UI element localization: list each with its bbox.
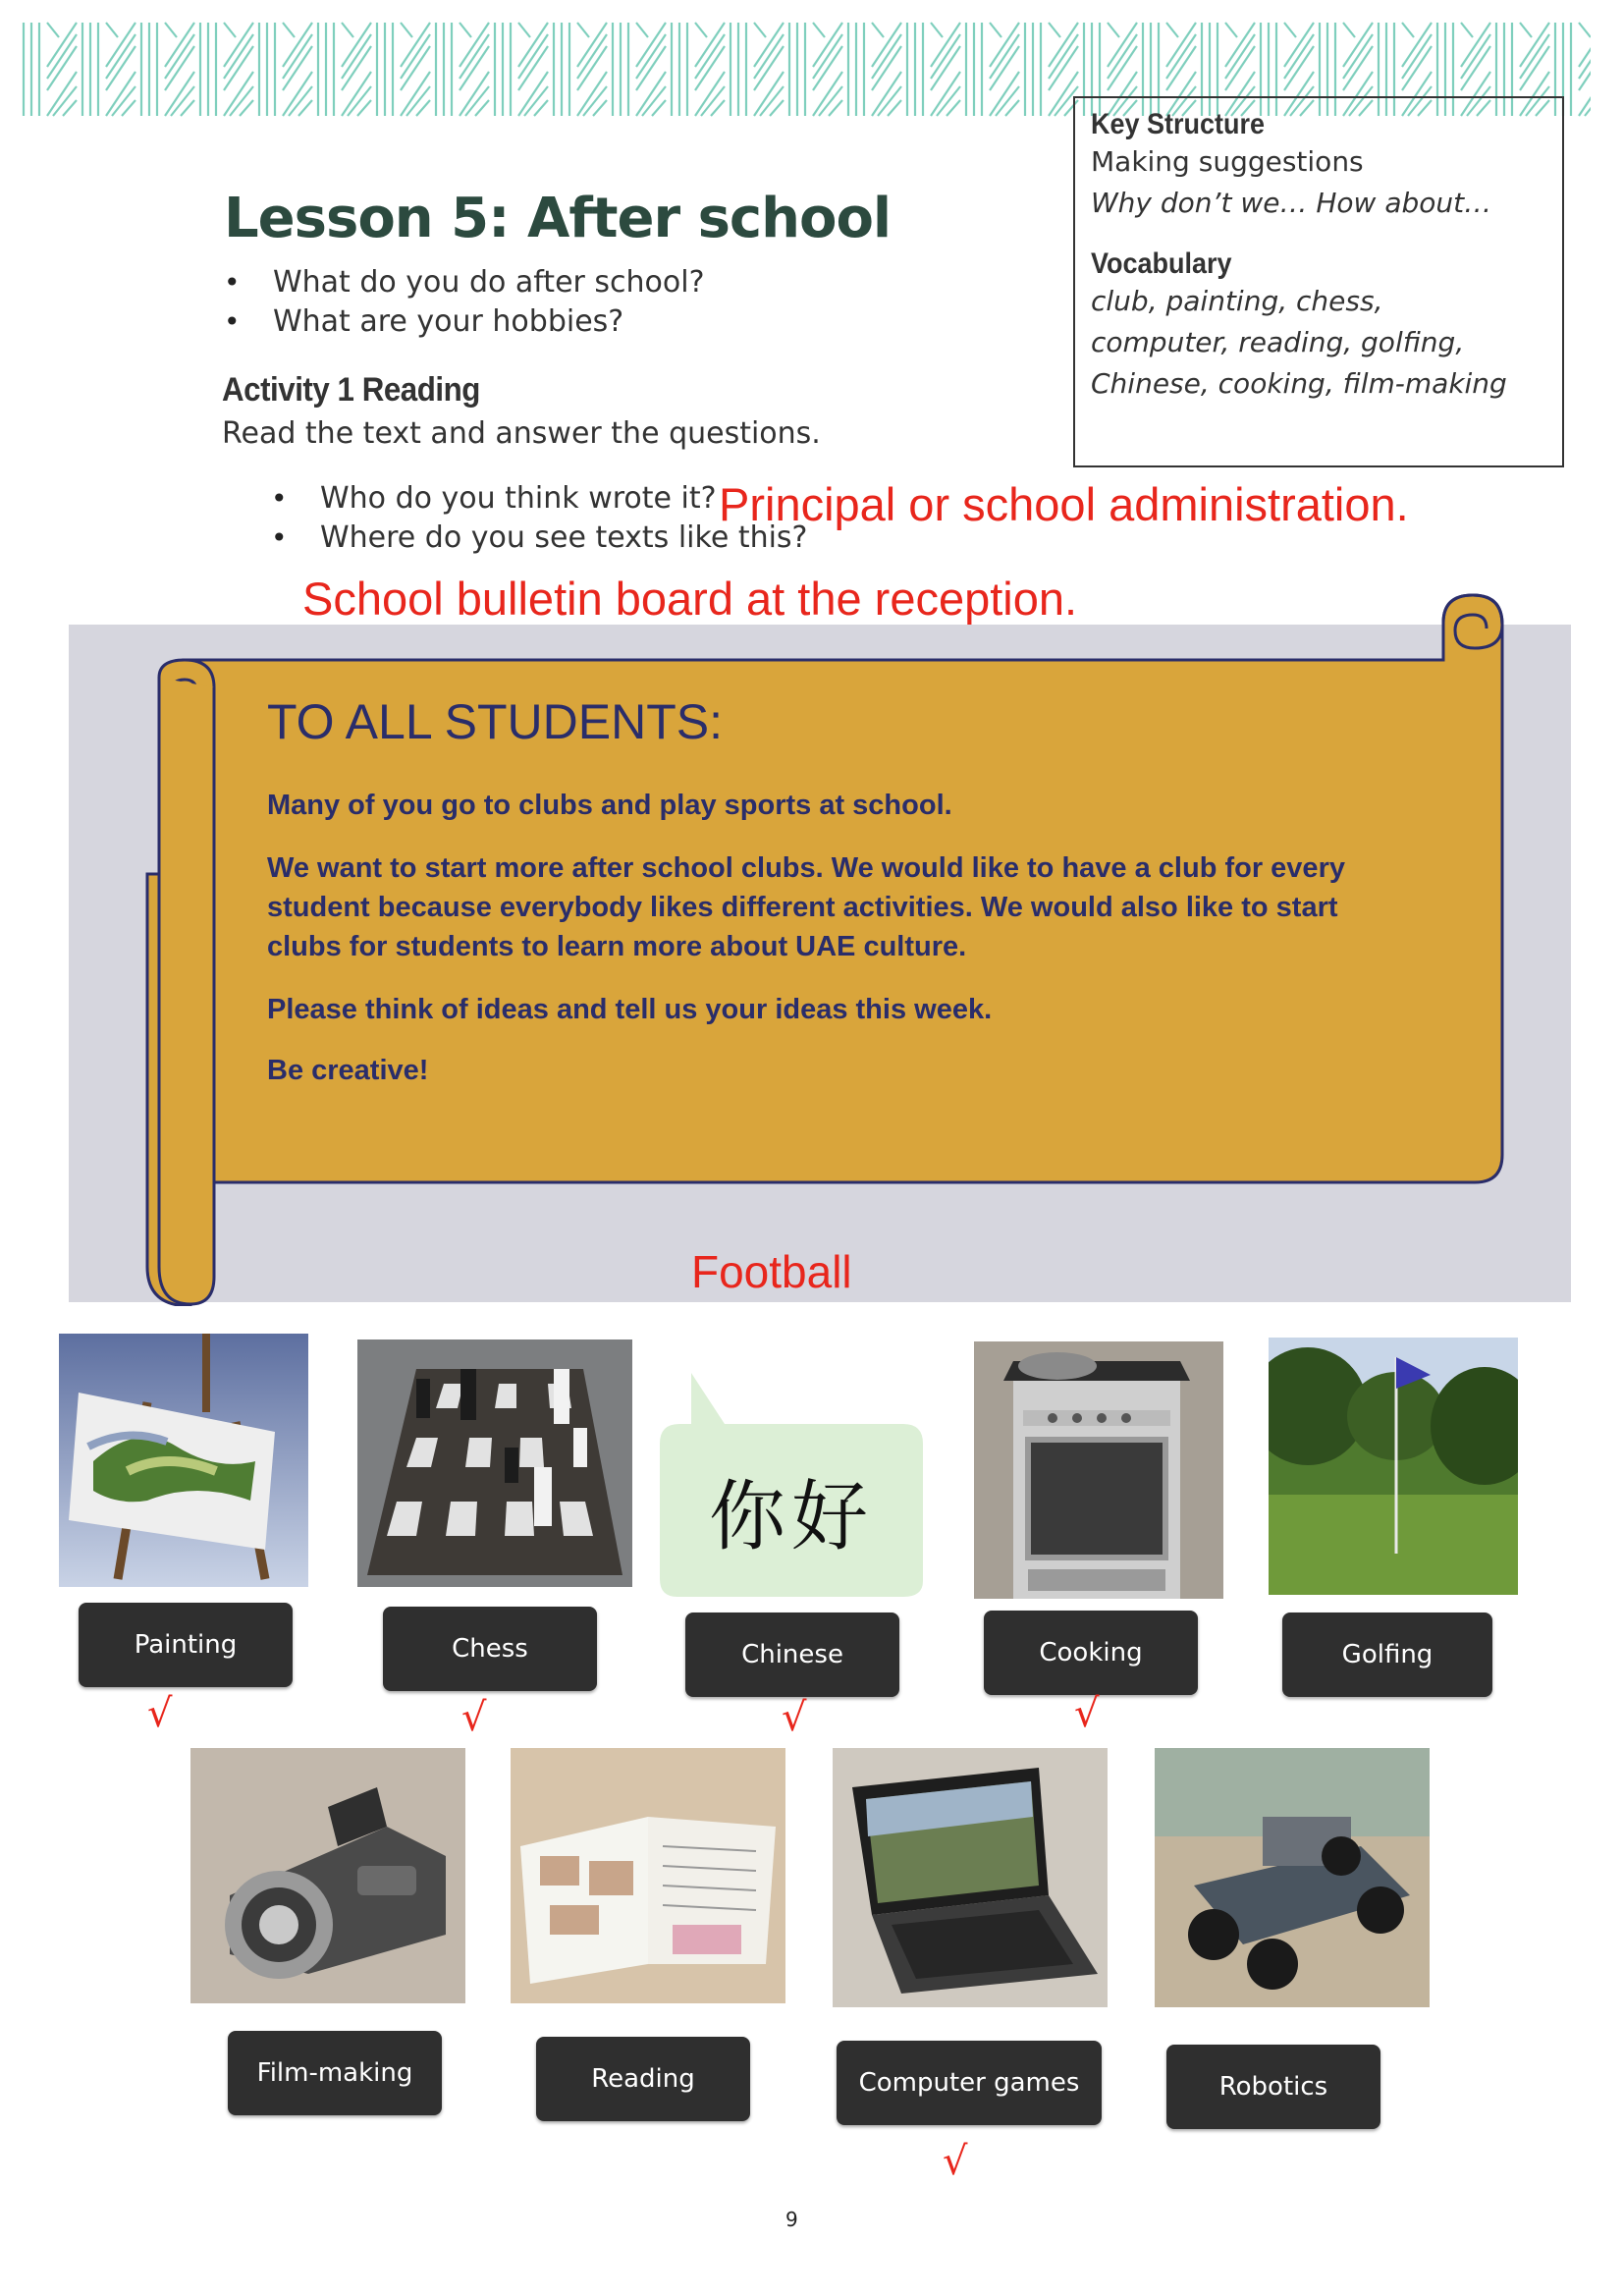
notice-paragraph: Please think of ideas and tell us your ideas this week. (267, 994, 993, 1025)
reading-button[interactable]: Reading (536, 2037, 750, 2121)
activity-question: • Who do you think wrote it? (271, 479, 807, 519)
open-book-image (511, 1748, 785, 2003)
activity-title: Activity 1 Reading (222, 371, 480, 409)
activity-question: • Where do you see texts like this? (271, 519, 807, 558)
chess-button[interactable]: Chess (383, 1607, 597, 1691)
vocabulary-line: club, painting, chess, (1091, 285, 1383, 317)
computer-games-button[interactable]: Computer games (837, 2041, 1102, 2125)
painting-button[interactable]: Painting (79, 1603, 293, 1687)
chess-check-mark: √ (461, 1695, 487, 1740)
chess-board-image (357, 1339, 632, 1587)
lesson-question: • What do you do after school? (224, 263, 705, 302)
cooking-check-mark: √ (1074, 1691, 1100, 1736)
vocabulary-line: computer, reading, golfing, (1091, 326, 1465, 358)
notice-paragraph: Many of you go to clubs and play sports at school. (267, 790, 952, 821)
chinese-speech-bubble-image (656, 1373, 925, 1599)
chinese-button[interactable]: Chinese (685, 1613, 899, 1697)
painting-easel-image (59, 1334, 308, 1587)
notice-paragraph: We want to start more after school clubs. We would like to have a club for every student because everybody likes different activities. We would also like to start clubs for students to learn more about UAE culture. (267, 852, 1345, 962)
laptop-image (833, 1748, 1108, 2007)
robot-car-image (1155, 1748, 1430, 2007)
lesson-title: Lesson 5: After school (224, 187, 892, 250)
painting-check-mark: √ (147, 1691, 173, 1736)
lesson-question: • What are your hobbies? (224, 302, 705, 342)
key-structure-box (1073, 96, 1564, 467)
stove-image (974, 1341, 1223, 1599)
key-structure-heading: Key Structure (1091, 108, 1266, 140)
golfing-button[interactable]: Golfing (1282, 1613, 1492, 1697)
notice-paragraph: Be creative! (267, 1055, 429, 1086)
video-camera-image (190, 1748, 465, 2003)
activity-instruction: Read the text and answer the questions. (222, 416, 821, 451)
key-structure-example: Why don’t we… How about… (1091, 187, 1492, 219)
golf-course-image (1269, 1338, 1518, 1595)
film-making-button[interactable]: Film-making (228, 2031, 442, 2115)
chinese-check-mark: √ (782, 1695, 807, 1740)
page-number: 9 (785, 2208, 798, 2231)
computer-games-check-mark: √ (943, 2139, 968, 2184)
key-structure-line: Making suggestions (1091, 145, 1364, 178)
answer-extra-club: Football (691, 1246, 852, 1297)
cooking-button[interactable]: Cooking (984, 1611, 1198, 1695)
vocabulary-heading: Vocabulary (1091, 247, 1232, 280)
answer-where: School bulletin board at the reception. (302, 573, 1078, 625)
lesson-questions (224, 263, 705, 342)
vocabulary-line: Chinese, cooking, film-making (1091, 367, 1507, 400)
robotics-button[interactable]: Robotics (1166, 2045, 1380, 2129)
chinese-characters: 你好 (708, 1473, 874, 1561)
notice-heading: TO ALL STUDENTS: (267, 694, 724, 749)
answer-who: Principal or school administration. (719, 478, 1409, 530)
